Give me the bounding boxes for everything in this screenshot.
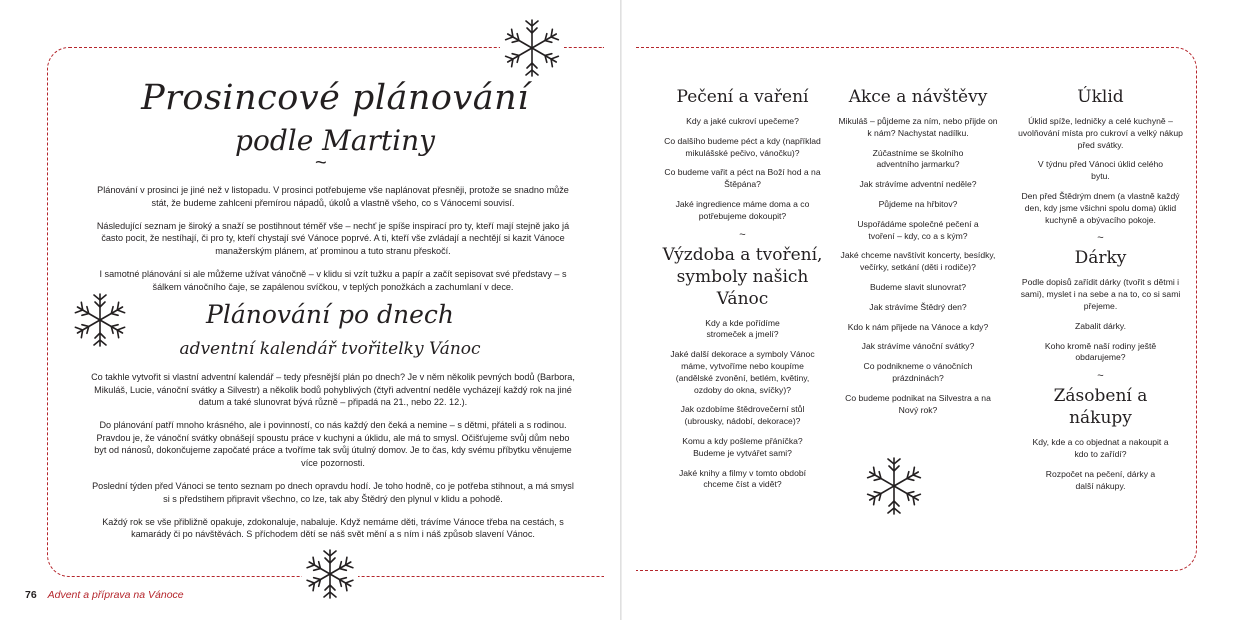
question-item: Co budeme podnikat na Silvestra a na Nový rok? (845, 392, 991, 415)
question-item: Koho kromě naší rodiny ještě obdarujeme? (1044, 340, 1157, 363)
question-item: Jak strávíme Štědrý den? (869, 301, 967, 312)
body-paragraph: Poslední týden před Vánoci se tento seznam po dnech opravdu hodí. Je toho hodně, co je potřeba stihnout, a má smysl si s předstihem připravit všechno, co lze, tak aby Štědrý den plynul v klidu a pohodě. (92, 481, 574, 504)
question-item: Zabalit dárky. (1075, 320, 1126, 331)
heading-shopping: Zásobení a nákupy (1053, 386, 1148, 429)
section-subtitle: adventní kalendář tvořitelky Vánoc (179, 339, 481, 359)
body-paragraph: Co takhle vytvořit si vlastní adventní kalendář – tedy přesnější plán po dnech? Je v něm několik pevných bodů (Barbora, Mikuláš, Lucie, vánoční svátky a Silvestr) a několik bodů pohyblivých (čtyři adventní neděle vycházejí každý rok na jiné datum a také slunovrat bývá různě – připadá na 21., nebo 22. 12.). (91, 372, 575, 408)
question-item: Kdy a jaké cukroví upečeme? (686, 116, 799, 126)
question-item: Uspořádáme společné pečení a tvoření – kdy, co a s kým? (857, 218, 979, 241)
tilde-separator: ~ (1097, 232, 1104, 245)
question-item: Zúčastníme se školního adventního jarmarku? (872, 147, 964, 170)
column-events (838, 86, 998, 424)
heading-gifts: Dárky (1074, 248, 1127, 269)
question-item: Co dalšího budeme péct a kdy (například mikulášské pečivo, vánočku)? (664, 135, 821, 158)
question-item: Rozpočet na pečení, dárky a další nákupy. (1045, 468, 1156, 491)
section-text (90, 371, 576, 552)
snowflake-icon (862, 454, 926, 518)
intro-text (90, 184, 576, 304)
intro-paragraph: Plánování v prosinci je jiné než v listopadu. V prosinci potřebujeme vše naplánovat přesněji, protože se snadno může stát, že budeme zahlceni přemírou nápadů, úkolů a vlastně všeho, co s Vánocemi souvisí. (97, 185, 569, 208)
page-subtitle: podle Martiny (235, 124, 435, 157)
question-item: Co podnikneme o vánočních prázdninách? (863, 361, 973, 383)
heading-events: Akce a návštěvy (848, 87, 988, 107)
question-item: Jak ozdobíme štědrovečerní stůl (ubrousky, nádobí, dekorace)? (680, 404, 805, 427)
page-title: Prosincové plánování (141, 78, 529, 118)
body-paragraph: Do plánování patří mnoho krásného, ale i povinností, co nás každý den čeká a nemine – s dětmi, přáteli a s rodinou. Pravdou je, že vánoční svátky obnášejí spoustu práce v kuchyni a úklidu, ale má to smysl. Očišťujeme svůj dům nebo byt od nánosů, dokončujeme započaté práce a tvoříme tak svůj útulný domov. Je to čas, kdy svému příbytku věnujeme více pozornosti. (94, 420, 572, 469)
question-item: Jak strávíme adventní neděle? (859, 179, 977, 190)
question-item: V týdnu před Vánoci úklid celého bytu. (1037, 159, 1164, 182)
question-item: Kdy, kde a co objednat a nakoupit a kdo to zařídí? (1032, 437, 1169, 459)
question-item: Den před Štědrým dnem (a vlastně každý den, kdy jsme všichni spolu doma) úklid kuchyně a obývacího pokoje. (1021, 190, 1180, 225)
question-item: Kdo k nám přijede na Vánoce a kdy? (847, 321, 989, 332)
tilde-separator: ~ (1097, 370, 1104, 383)
heading-decor: Výzdoba a tvoření, symboly našich Vánoc (662, 244, 823, 309)
column-cleaning-gifts (1008, 86, 1193, 500)
body-paragraph: Každý rok se vše přibližně opakuje, zdokonaluje, nabaluje. Když nemáme děti, trávíme Vánoce třeba na cestách, s kamarády či po návštěvách. S příchodem dětí se náš svět mění a s ním i náš způsob slavení Vánoc. (102, 516, 564, 540)
question-item: Mikuláš – půjdeme za ním, nebo přijde on k nám? Nachystat nadílku. (838, 116, 998, 138)
question-item: Jak strávíme vánoční svátky? (861, 341, 975, 352)
intro-paragraph: I samotné plánování si ale můžeme užívat vánočně – v klidu si vzít tužku a papír a začít sepisovat své představy – s šálkem vánočního čaje, se zapálenou svíčkou, v teplých ponožkách a zachumlaní v dece. (99, 268, 567, 292)
question-item: Podle dopisů zařídit dárky (tvořit s dětmi i sami), myslet i na sebe a na to, co si sami přejeme. (1020, 277, 1181, 311)
question-item: Budeme slavit slunovrat? (869, 281, 966, 292)
heading-cleaning: Úklid (1077, 87, 1124, 107)
question-item: Jaké ingredience máme doma a co potřebujeme dokoupit? (675, 198, 810, 221)
question-item: Jaké další dekorace a symboly Vánoc máme, vytvoříme nebo koupíme (andělské zvonění, betlém, květiny, ozdoby do okna, svíčky)? (670, 349, 815, 395)
snowflake-icon (302, 546, 358, 602)
page-gutter (620, 0, 622, 620)
question-item: Komu a kdy pošleme přáníčka? Budeme je vytvářet sami? (682, 435, 803, 458)
question-item: Jaké chceme navštívit koncerty, besídky, večírky, setkání (děti i rodiče)? (840, 250, 996, 273)
question-item: Úklid spíže, ledničky a celé kuchyně – uvolňování místa pro cukroví a velký nákup před svátky. (1018, 116, 1183, 150)
tilde-separator: ~ (739, 228, 746, 241)
heading-baking: Pečení a vaření (676, 87, 809, 107)
question-item: Půjdeme na hřbitov? (878, 198, 958, 209)
snowflake-icon (500, 16, 564, 80)
page-footer (25, 589, 184, 601)
question-item: Kdy a kde pořídíme stromeček a jmelí? (705, 317, 780, 340)
intro-paragraph: Následující seznam je široký a snaží se postihnout téměř vše – nechť je spíše inspirací pro ty, kteří mají stejně jako já často pocit, že nestíhají, či pro ty, kteří chystají své Vánoce poprvé. A ti, kteří vše zvládají a nechtějí si kazit Vánoce manažerským plánem, ať prominou a tuto stranu přeskočí. (96, 220, 570, 256)
page-number: 76 (25, 589, 37, 601)
question-item: Jaké knihy a filmy v tomto období chceme číst a vidět? (678, 467, 807, 490)
section-title: Plánování po dnech (206, 300, 454, 329)
question-item: Co budeme vařit a péct na Boží hod a na Štěpána? (664, 167, 821, 190)
tilde-separator: ~ (315, 152, 327, 174)
running-footer-label: Advent a příprava na Vánoce (47, 589, 184, 601)
column-baking-decor (650, 86, 835, 499)
